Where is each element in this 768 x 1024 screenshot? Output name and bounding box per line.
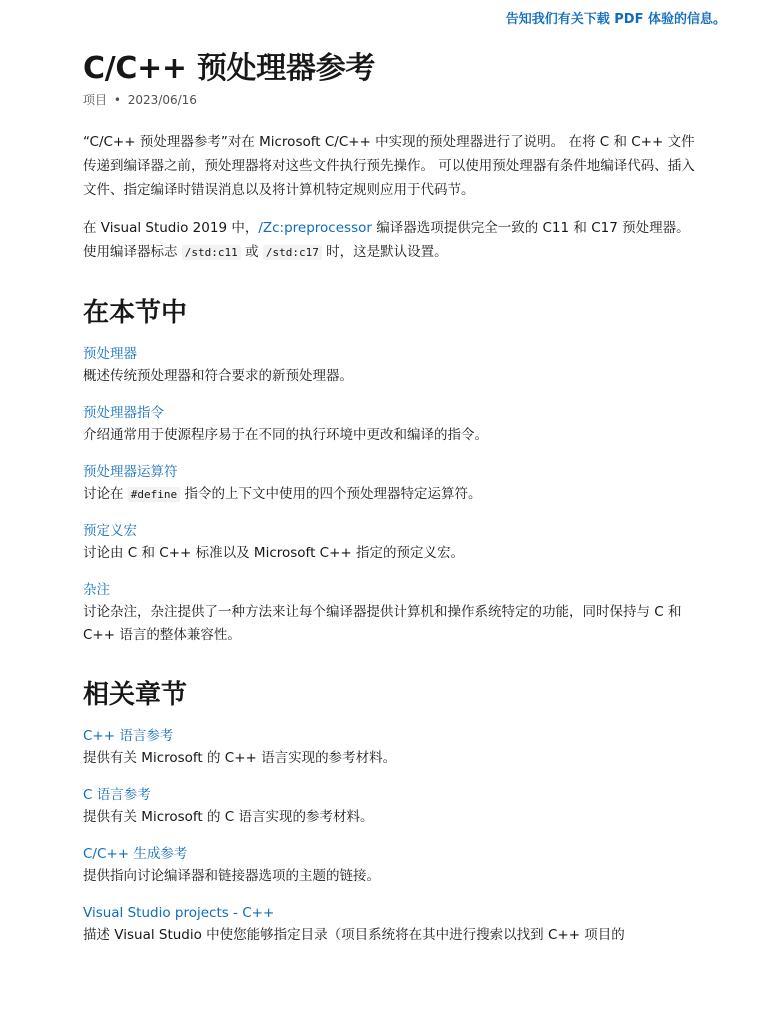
list-item-description: 介绍通常用于使源程序易于在不同的执行环境中更改和编译的指令。 [83,427,488,443]
list-item [83,784,695,829]
vs-middle: 编译器选项提供完全一致的 C11 和 C17 预处理器。 使用编译器标志 [83,220,690,260]
vs-or: 或 [240,244,263,260]
cpp-language-reference-link[interactable]: C++ 语言参考 [83,728,174,744]
meta-date: 2023/06/16 [127,93,197,107]
list-item [83,902,695,947]
list-item [83,579,695,647]
article [83,48,695,947]
vs-paragraph [83,216,695,265]
preprocessor-operators-link[interactable]: 预处理器运算符 [83,464,178,480]
meta-separator: • [113,93,121,107]
pdf-feedback-link[interactable]: 告知我们有关下载 PDF 体验的信息。 [505,12,726,27]
list-item-description: 提供有关 Microsoft 的 C 语言实现的参考材料。 [83,809,374,825]
list-item [83,520,695,565]
list-item [83,843,695,888]
preprocessor-directives-link[interactable]: 预处理器指令 [83,405,164,421]
vs-prefix: 在 Visual Studio 2019 中， [83,220,259,236]
vs-suffix: 时，这是默认设置。 [321,244,448,260]
preprocessor-link[interactable]: 预处理器 [83,346,137,362]
list-item-description: 描述 Visual Studio 中使您能够指定目录（项目系统将在其中进行搜索以找到 C++ 项目的 [83,927,625,943]
vs-projects-link[interactable]: Visual Studio projects - C++ [83,905,275,921]
list-item-description: 讨论由 C 和 C++ 标准以及 Microsoft C++ 指定的预定义宏。 [83,545,464,561]
std-c17-code: /std:c17 [263,245,322,260]
list-item-description: 概述传统预处理器和符合要求的新预处理器。 [83,368,353,384]
list-item-description: 提供有关 Microsoft 的 C++ 语言实现的参考材料。 [83,750,397,766]
list-item-description: 讨论杂注，杂注提供了一种方法来让每个编译器提供计算机和操作系统特定的功能，同时保持与 C 和 C++ 语言的整体兼容性。 [83,604,682,643]
predefined-macros-link[interactable]: 预定义宏 [83,523,137,539]
related-sections-list [83,725,695,947]
list-item [83,725,695,770]
list-item [83,402,695,447]
article-meta [83,92,695,108]
related-sections-heading: 相关章节 [83,680,188,710]
meta-type: 项目 [83,93,108,107]
build-reference-link[interactable]: C/C++ 生成参考 [83,846,188,862]
in-this-section-list [83,343,695,647]
zc-preprocessor-link[interactable]: /Zc:preprocessor [258,220,372,236]
desc-prefix: 讨论在 [83,486,128,502]
define-code: #define [128,487,180,502]
std-c11-code: /std:c11 [182,245,241,260]
in-this-section-heading: 在本节中 [83,298,188,328]
list-item [83,343,695,388]
intro-paragraph: “C/C++ 预处理器参考”对在 Microsoft C/C++ 中实现的预处理器进行了说明。 在将 C 和 C++ 文件传递到编译器之前，预处理器将对这些文件执行预先操作。 可以使用预处理器有条件地编译代码、插入文件、指定编译时错误消息以及将计算机特定规则应用于代码节。 [83,134,695,198]
desc-suffix: 指令的上下文中使用的四个预处理器特定运算符。 [180,486,482,502]
list-item-description: 提供指向讨论编译器和链接器选项的主题的链接。 [83,868,380,884]
list-item-description [83,483,695,506]
list-item [83,461,695,506]
page-title: C/C++ 预处理器参考 [83,51,376,86]
pragmas-link[interactable]: 杂注 [83,582,110,598]
c-language-reference-link[interactable]: C 语言参考 [83,787,151,803]
